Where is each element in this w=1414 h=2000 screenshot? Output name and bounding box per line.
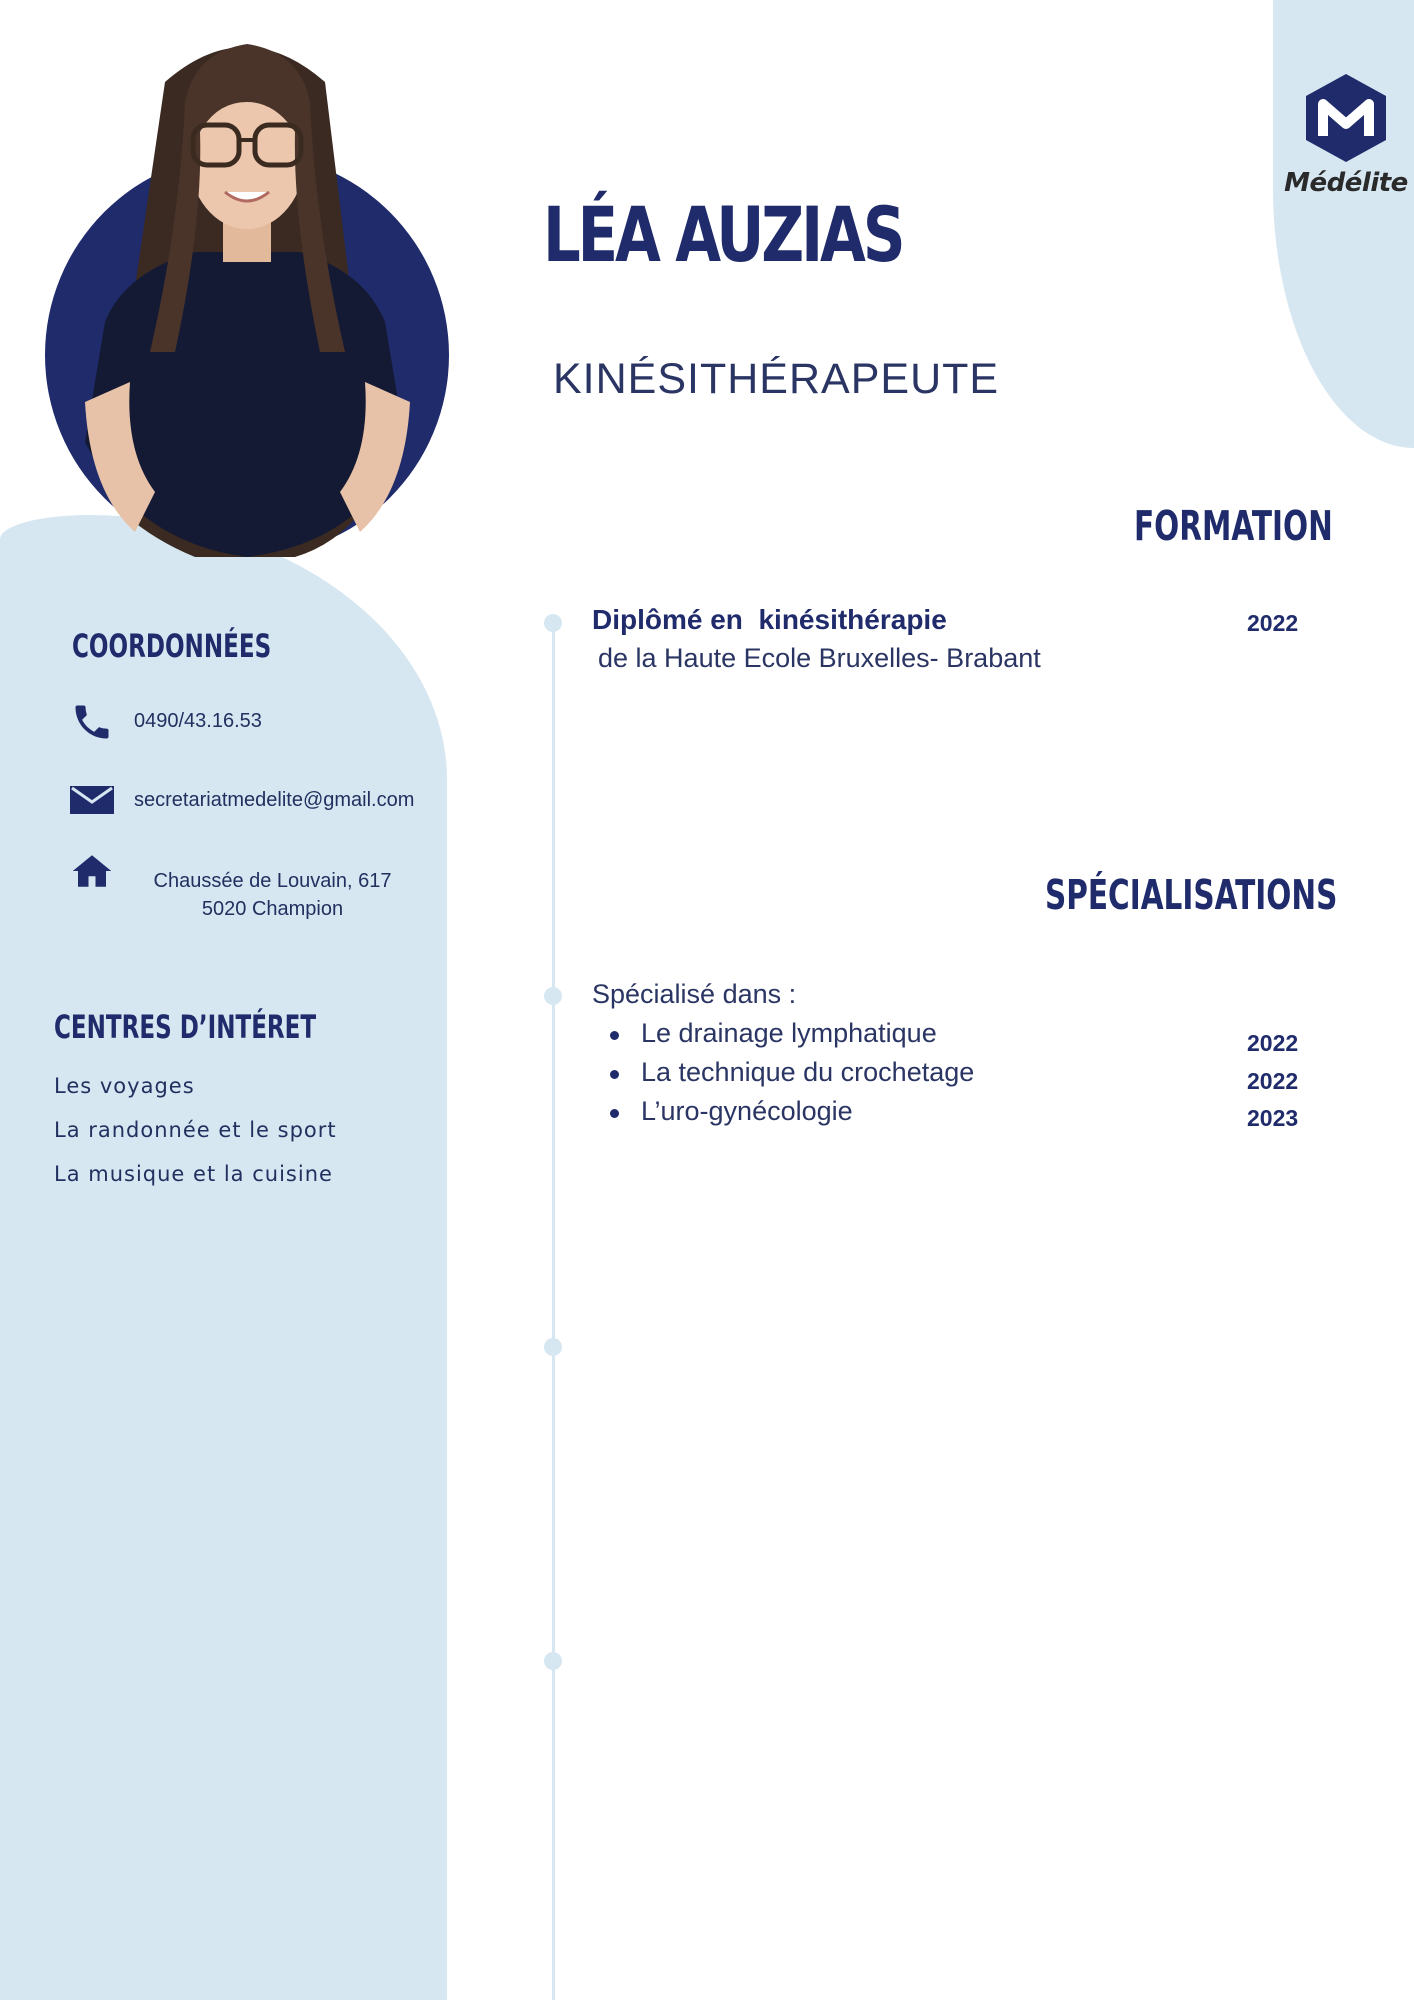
specialisation-year: 2022: [1247, 1030, 1299, 1056]
address: [140, 867, 405, 923]
candidate-name: LÉA AUZIAS: [543, 190, 903, 279]
job-title: KINÉSITHÉRAPEUTE: [553, 355, 1000, 403]
email-icon: [70, 784, 114, 816]
diploma-title: Diplômé en kinésithérapie: [592, 604, 947, 635]
bullet: [610, 1070, 619, 1079]
phone-icon: [70, 700, 114, 744]
formation-heading: FORMATION: [1134, 502, 1333, 550]
logo-text: Médélite: [1284, 168, 1408, 198]
specialisation-item: Le drainage lymphatique: [641, 1018, 937, 1048]
specialisations-heading: SPÉCIALISATIONS: [1045, 871, 1338, 919]
timeline-line: [552, 622, 555, 2000]
specialisation-year: 2023: [1247, 1105, 1299, 1131]
bullet: [610, 1031, 619, 1040]
timeline-dot: [544, 1338, 562, 1356]
corner-decoration: [1273, 0, 1414, 448]
coordonnees-heading: COORDONNÉES: [72, 627, 272, 665]
interest-item: La randonnée et le sport: [54, 1118, 337, 1142]
specialisation-item: La technique du crochetage: [641, 1057, 975, 1087]
profile-photo: [45, 22, 450, 560]
formation-year: 2022: [1247, 610, 1299, 636]
diploma-school: de la Haute Ecole Bruxelles- Brabant: [598, 643, 1041, 673]
address-line-1: Chaussée de Louvain, 617: [153, 870, 392, 892]
timeline-dot: [544, 1652, 562, 1670]
address-line-2: 5020 Champion: [201, 898, 344, 920]
sidebar-background: [0, 515, 447, 2000]
medelite-logo-icon: [1303, 72, 1389, 164]
timeline-dot: [544, 987, 562, 1005]
interest-item: La musique et la cuisine: [54, 1162, 333, 1186]
home-icon: [70, 850, 114, 892]
medelite-logo: [1283, 72, 1409, 202]
interests-heading: CENTRES D’INTÉRET: [54, 1008, 317, 1046]
specialisation-item: L’uro-gynécologie: [641, 1096, 853, 1126]
interest-item: Les voyages: [54, 1074, 195, 1098]
email-address[interactable]: secretariatmedelite@gmail.com: [134, 789, 415, 811]
bullet: [610, 1109, 619, 1118]
specialisations-intro: Spécialisé dans :: [592, 979, 797, 1009]
specialisation-year: 2022: [1247, 1068, 1299, 1094]
phone-number[interactable]: 0490/43.16.53: [134, 710, 262, 732]
timeline-dot: [544, 614, 562, 632]
